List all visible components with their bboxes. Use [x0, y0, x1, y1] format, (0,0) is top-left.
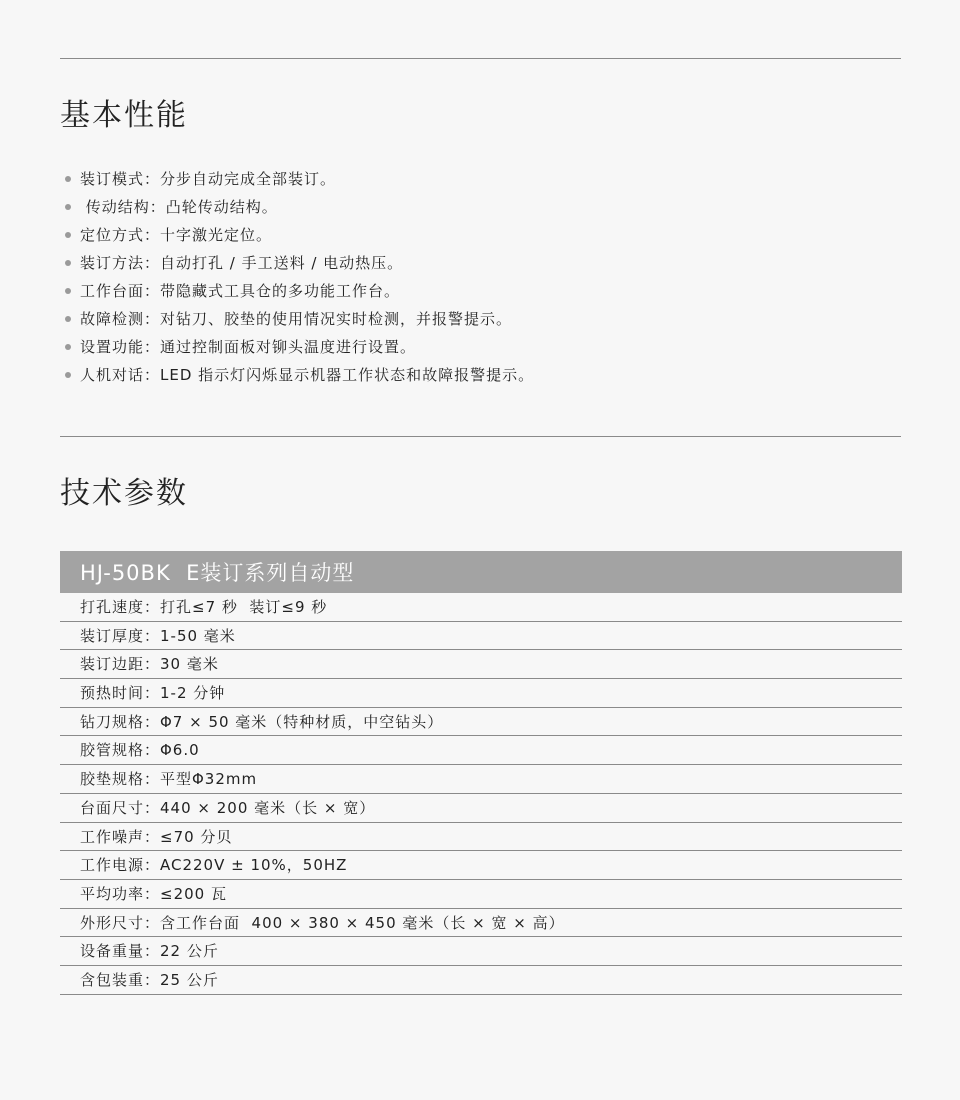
spec-table-header: HJ-50BK E装订系列自动型 [60, 551, 902, 593]
bullet-icon [65, 204, 71, 210]
table-row: 设备重量：22 公斤 [60, 937, 902, 966]
feature-text: 传动结构：凸轮传动结构。 [80, 198, 278, 216]
table-row: 平均功率：≤200 瓦 [60, 880, 902, 909]
bullet-icon [65, 260, 71, 266]
table-row: 胶管规格：Φ6.0 [60, 736, 902, 765]
bullet-icon [65, 288, 71, 294]
feature-text: 设置功能：通过控制面板对铆头温度进行设置。 [80, 338, 417, 356]
table-row: 含包装重：25 公斤 [60, 966, 902, 995]
feature-text: 人机对话：LED 指示灯闪烁显示机器工作状态和故障报警提示。 [80, 366, 535, 384]
feature-text: 故障检测：对钻刀、胶垫的使用情况实时检测，并报警提示。 [80, 310, 513, 328]
table-row: 台面尺寸：440 × 200 毫米（长 × 宽） [60, 794, 902, 823]
table-row: 胶垫规格：平型Φ32mm [60, 765, 902, 794]
top-divider [60, 58, 901, 59]
performance-title: 基本性能 [60, 98, 188, 133]
performance-list [60, 165, 901, 389]
table-row: 工作电源：AC220V ± 10%，50HZ [60, 851, 902, 880]
table-row: 打孔速度：打孔≤7 秒 装订≤9 秒 [60, 593, 902, 622]
list-item [60, 333, 901, 361]
table-row: 装订边距：30 毫米 [60, 650, 902, 679]
feature-text: 装订方法：自动打孔 / 手工送料 / 电动热压。 [80, 254, 404, 272]
bullet-icon [65, 176, 71, 182]
bullet-icon [65, 232, 71, 238]
middle-divider [60, 436, 901, 437]
bullet-icon [65, 316, 71, 322]
table-row: 预热时间：1-2 分钟 [60, 679, 902, 708]
spec-table [60, 551, 902, 995]
specs-title: 技术参数 [60, 476, 188, 511]
table-row: 工作噪声：≤70 分贝 [60, 823, 902, 852]
list-item [60, 221, 901, 249]
bullet-icon [65, 344, 71, 350]
table-row: 钻刀规格：Φ7 × 50 毫米（特种材质，中空钻头） [60, 708, 902, 737]
feature-text: 定位方式：十字激光定位。 [80, 226, 273, 244]
list-item [60, 193, 901, 221]
list-item [60, 305, 901, 333]
list-item [60, 361, 901, 389]
feature-text: 装订模式：分步自动完成全部装订。 [80, 170, 337, 188]
table-row: 外形尺寸：含工作台面 400 × 380 × 450 毫米（长 × 宽 × 高） [60, 909, 902, 938]
list-item [60, 165, 901, 193]
table-row: 装订厚度：1-50 毫米 [60, 622, 902, 651]
bullet-icon [65, 372, 71, 378]
list-item [60, 249, 901, 277]
feature-text: 工作台面：带隐藏式工具仓的多功能工作台。 [80, 282, 401, 300]
list-item [60, 277, 901, 305]
